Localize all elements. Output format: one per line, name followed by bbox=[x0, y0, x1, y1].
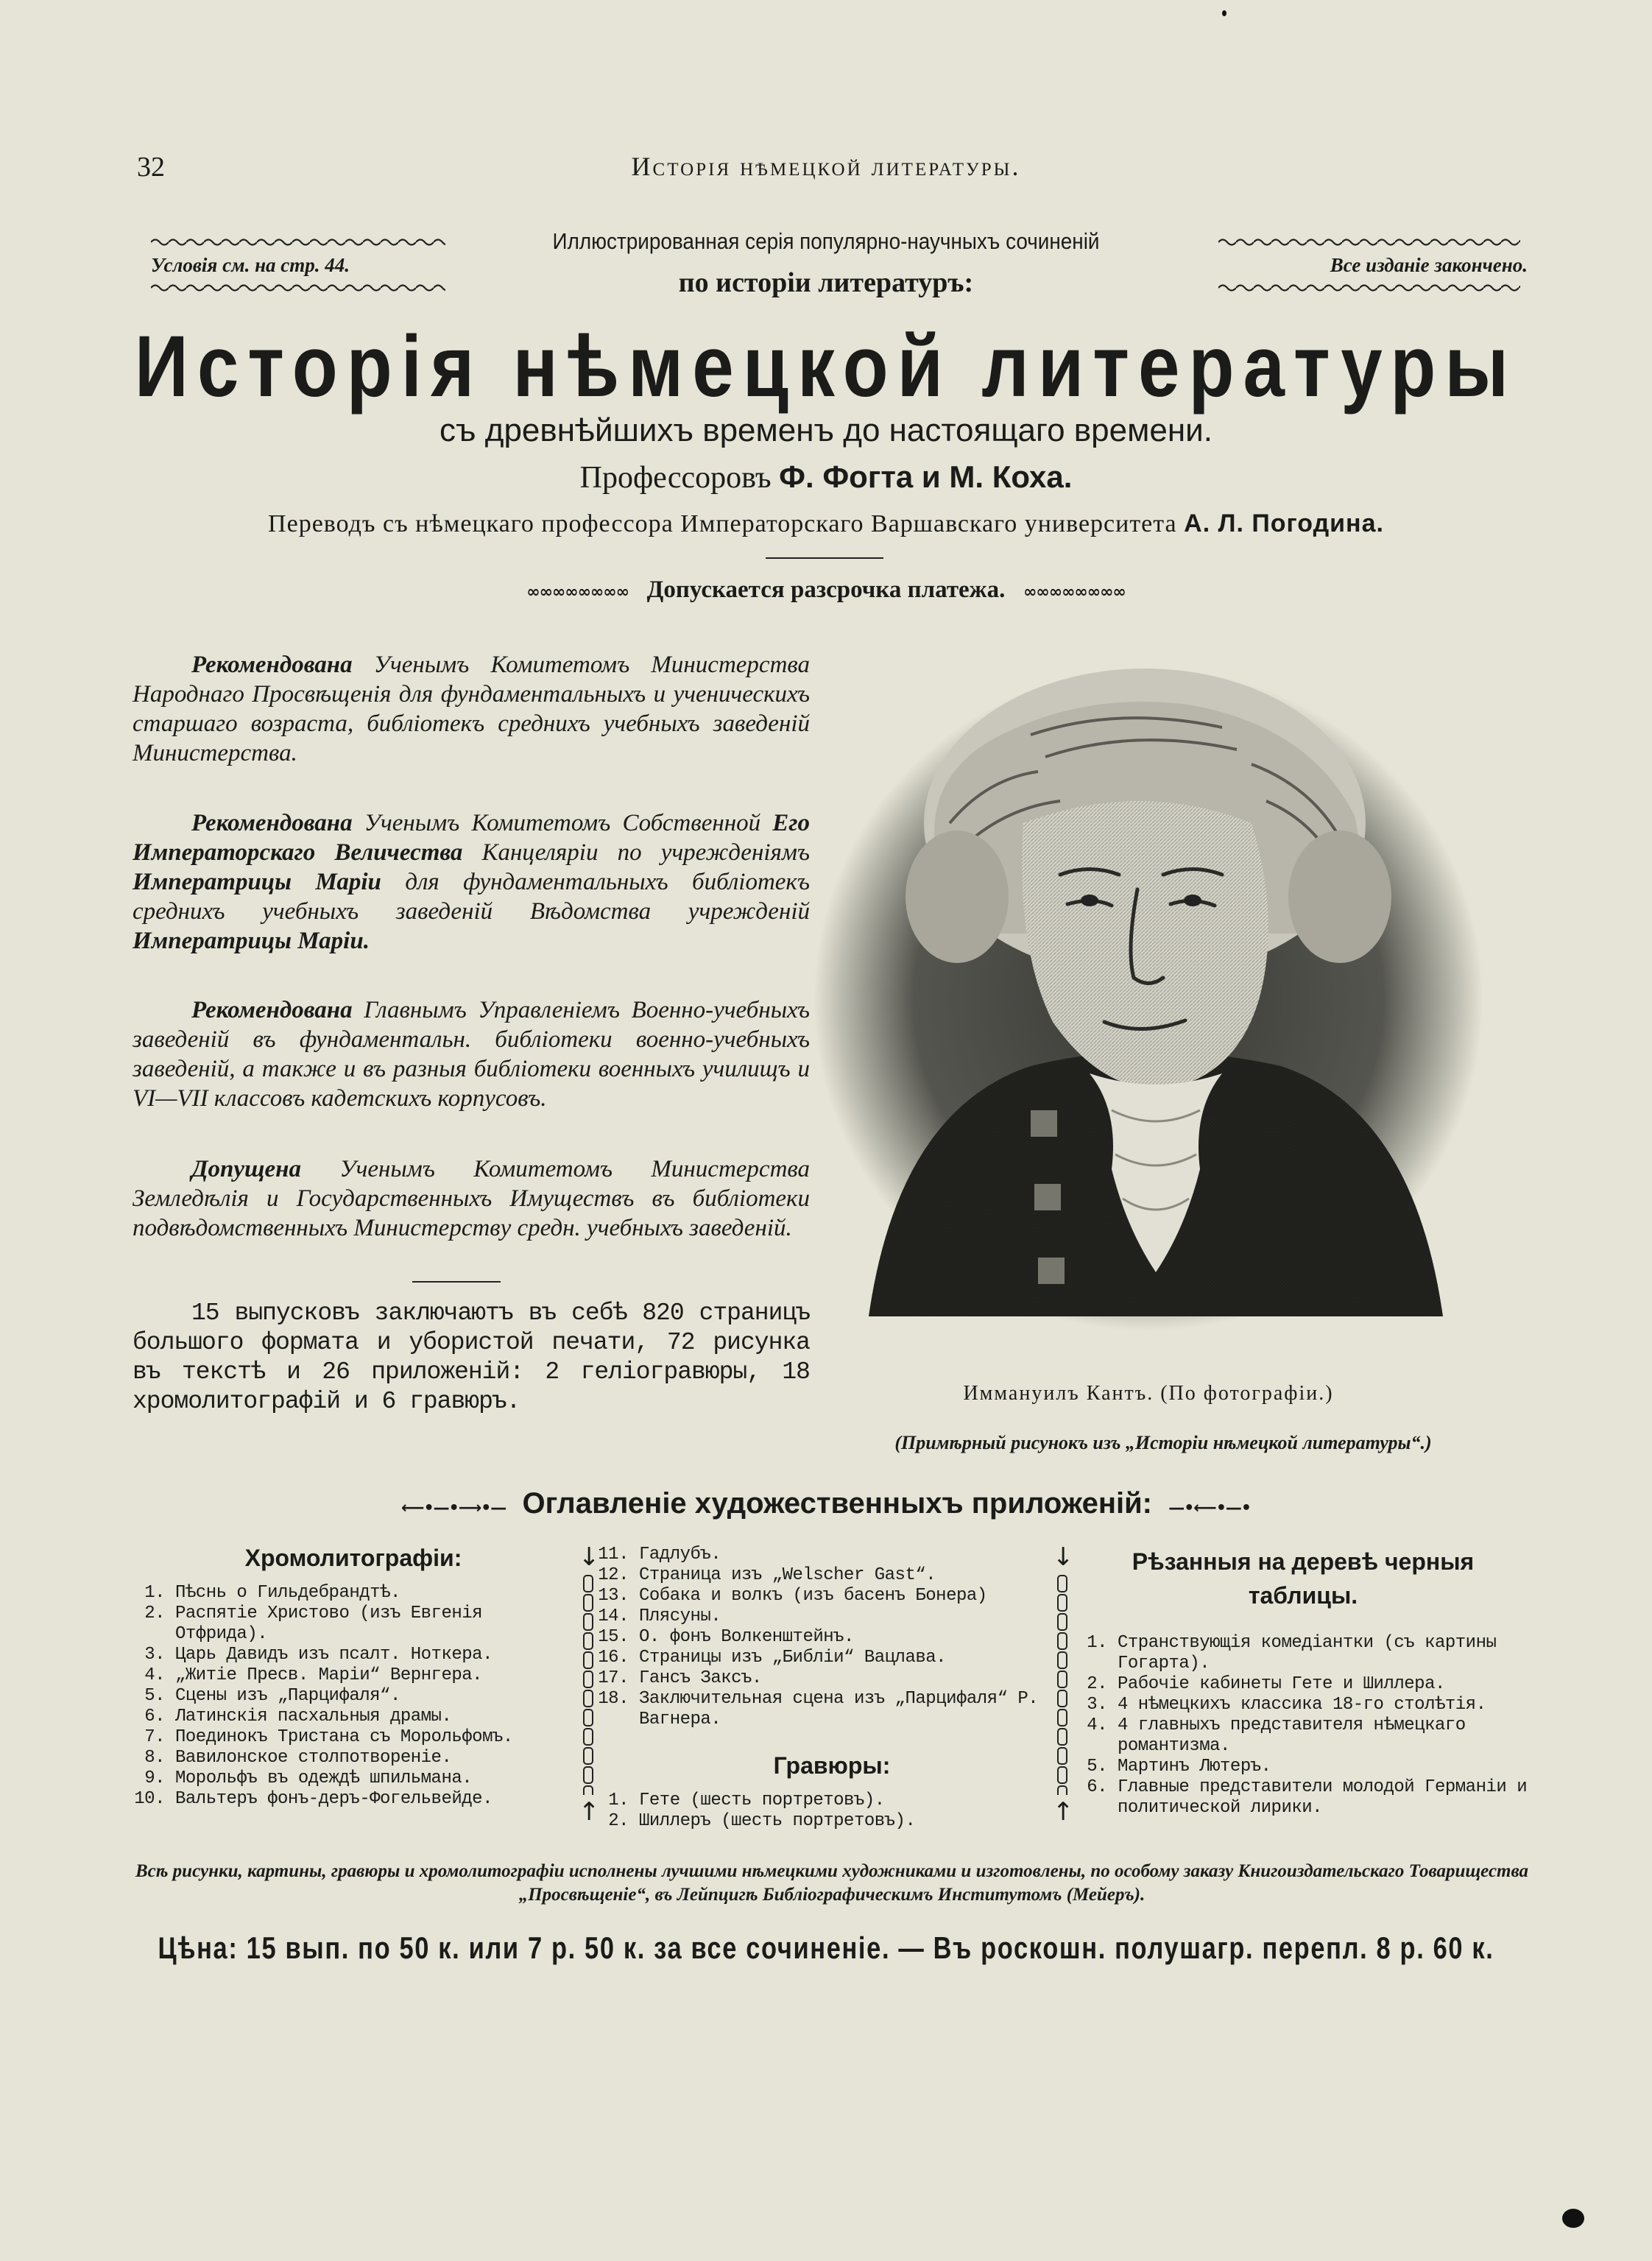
item-text: Заключительная сцена изъ „Парцифаля“ Р. Вагнера. bbox=[639, 1689, 1039, 1729]
list-item bbox=[133, 1645, 574, 1665]
list-item bbox=[1075, 1777, 1531, 1819]
list-item bbox=[133, 1665, 574, 1686]
item-text: „Житіе Пресв. Маріи“ Вернгера. bbox=[175, 1665, 483, 1685]
list-item bbox=[1075, 1715, 1531, 1757]
recommendation-lead: Рекомендована bbox=[191, 997, 353, 1023]
arrow-down-icon: ↓ bbox=[1053, 1542, 1074, 1572]
item-number: 3. bbox=[144, 1645, 165, 1665]
chromolithographs-heading: Хромолитографіи: bbox=[244, 1545, 462, 1571]
item-text: Морольфъ въ одеждѣ шпильмана. bbox=[175, 1768, 473, 1788]
list-item bbox=[133, 1707, 574, 1727]
sample-illustration-note: (Примѣрный рисунокъ изъ „Исторіи нѣмецкой литературы“.) bbox=[894, 1432, 1432, 1453]
recommendation-emphasis: Его Императорскаго Величества bbox=[133, 810, 810, 866]
item-text: 4 главныхъ представителя нѣмецкаго романтизма. bbox=[1118, 1715, 1466, 1756]
page-number: 32 bbox=[137, 152, 165, 183]
woodcuts-list bbox=[1075, 1633, 1531, 1819]
recommendation-text: для фундаментальныхъ библіотекъ среднихъ учебныхъ заведеній Вѣдомства учрежденій bbox=[133, 869, 810, 925]
authors-names: Ф. Фогта и М. Коха. bbox=[779, 459, 1073, 494]
item-text: О. фонъ Волкенштейнъ. bbox=[639, 1627, 854, 1647]
translation-prefix: Переводъ съ нѣмецкаго профессора Императорскаго Варшавскаго университета bbox=[268, 510, 1177, 537]
item-number: 12. bbox=[598, 1565, 629, 1585]
list-item bbox=[133, 1727, 574, 1748]
item-number: 15. bbox=[598, 1627, 629, 1647]
translation-line bbox=[0, 509, 1652, 538]
recommendation-text: Ученымъ Комитетомъ Министерства Народнаго Просвѣщенія для фундаментальныхъ и ученическихъ старшаго возраста, библіотекъ среднихъ учебныхъ заведеній Министерства. bbox=[133, 652, 810, 766]
list-item bbox=[596, 1668, 1053, 1689]
series-line: Иллюстрированная серія популярно-научныхъ сочиненій bbox=[552, 228, 1100, 254]
list-item bbox=[596, 1627, 1053, 1648]
item-text: Странствующія комедіантки (съ картины Гогарта). bbox=[1118, 1633, 1497, 1673]
item-text: Распятіе Христово (изъ Евгенія Отфрида). bbox=[175, 1604, 483, 1644]
recommendation-text: Ученымъ Комитетомъ Собственной bbox=[364, 810, 761, 836]
list-item bbox=[596, 1791, 1053, 1811]
item-text: Поединокъ Тристана съ Морольфомъ. bbox=[175, 1727, 513, 1747]
installment-line bbox=[0, 576, 1652, 604]
recommendation-text: Ученымъ Комитетомъ Министерства Земледѣлія и Государственныхъ Имуществъ въ библіотеки подвѣдомственныхъ Министерству средн. учебныхъ заведеній. bbox=[133, 1156, 810, 1241]
item-number: 9. bbox=[144, 1768, 165, 1788]
list-item bbox=[1075, 1757, 1531, 1777]
footer-note: Всѣ рисунки, картины, гравюры и хромолитографіи исполнены лучшими нѣмецкими художниками и изготовлены, по особому заказу Книгоиздательскаго Товарищества „Просвѣщеніе“, въ Лейпцигѣ Библіографическимъ Институтомъ (Мейеръ). bbox=[135, 1861, 1528, 1905]
item-number: 6. bbox=[144, 1707, 165, 1726]
engravings-list bbox=[596, 1791, 1053, 1832]
kant-portrait bbox=[810, 654, 1487, 1331]
ink-speck bbox=[1222, 10, 1226, 16]
list-item bbox=[596, 1689, 1053, 1730]
item-text: Вавилонское столпотвореніе. bbox=[175, 1748, 452, 1768]
list-item bbox=[596, 1586, 1053, 1606]
installment-text: Допускается разсрочка платежа. bbox=[646, 576, 1006, 603]
list-item bbox=[133, 1583, 574, 1604]
item-number: 4. bbox=[1087, 1715, 1107, 1735]
recommendation-lead: Допущена bbox=[191, 1156, 301, 1182]
recommendation-text: Канцеляріи по учрежденіямъ bbox=[481, 839, 811, 866]
item-number: 2. bbox=[1087, 1674, 1107, 1694]
list-item bbox=[133, 1748, 574, 1768]
item-text: Страницы изъ „Библіи“ Вацлава. bbox=[639, 1648, 947, 1668]
recommendation-lead: Рекомендована bbox=[191, 652, 353, 678]
item-number: 6. bbox=[1087, 1777, 1107, 1797]
list-item bbox=[133, 1604, 574, 1645]
list-item bbox=[596, 1811, 1053, 1832]
arrow-up-icon: ↑ bbox=[1053, 1797, 1074, 1827]
item-number: 11. bbox=[598, 1545, 629, 1565]
item-number: 7. bbox=[144, 1727, 165, 1747]
item-text: Шиллеръ (шесть портретовъ). bbox=[639, 1811, 916, 1831]
list-item bbox=[1075, 1633, 1531, 1674]
recommendation-text: Главнымъ Управленіемъ Военно-учебныхъ заведеній въ фундаментальн. библіотеки военно-учебныхъ заведеній, а также и въ разныя библіотеки военныхъ училищъ и VI—VII классовъ кадетскихъ корпусовъ. bbox=[133, 997, 810, 1112]
item-text: 4 нѣмецкихъ классика 18-го столѣтія. bbox=[1118, 1695, 1486, 1715]
list-item bbox=[133, 1768, 574, 1789]
recommendation-emphasis: Императрицы Маріи bbox=[133, 869, 381, 895]
list-item bbox=[596, 1606, 1053, 1627]
item-number: 14. bbox=[598, 1606, 629, 1626]
price-line: Цѣна: 15 вып. по 50 к. или 7 р. 50 к. за все сочиненіе. — Въ роскошн. полушагр. перепл. 8 р. 60 к. bbox=[158, 1930, 1494, 1965]
ornament-left: ∞∞∞∞∞∞∞∞ bbox=[526, 583, 629, 602]
item-text: Вальтеръ фонъ-деръ-Фогельвейде. bbox=[175, 1789, 493, 1809]
conditions-note: Условія см. на стр. 44. bbox=[151, 254, 350, 276]
list-item bbox=[1075, 1674, 1531, 1695]
item-text: Гадлубъ. bbox=[639, 1545, 721, 1565]
item-number: 18. bbox=[598, 1689, 629, 1709]
woodcuts-heading: Рѣзанныя на деревѣ черныя таблицы. bbox=[1132, 1548, 1475, 1609]
volumes-description: 15 выпусковъ заключаютъ въ себѣ 820 страницъ большого формата и убористой печати, 72 рисунка въ текстѣ и 26 приложеній: 2 геліогравюры, 18 хромолитографій и 6 гравюръ. bbox=[133, 1299, 810, 1415]
ornament-right: —•⟵•—• bbox=[1168, 1499, 1251, 1517]
running-title: Исторія нѣмецкой литературы. bbox=[631, 152, 1021, 181]
chain-divider bbox=[1053, 1574, 1072, 1795]
item-number: 17. bbox=[598, 1668, 629, 1688]
item-number: 2. bbox=[608, 1811, 629, 1831]
divider bbox=[412, 1281, 501, 1283]
item-number: 13. bbox=[598, 1586, 629, 1606]
chromolithographs-list-a bbox=[133, 1583, 574, 1810]
item-text: Рабочіе кабинеты Гете и Шиллера. bbox=[1118, 1674, 1445, 1694]
item-number: 1. bbox=[1087, 1633, 1107, 1653]
series-subline: по исторіи литературъ: bbox=[678, 267, 974, 298]
item-number: 2. bbox=[144, 1604, 165, 1623]
arrow-down-icon: ↓ bbox=[579, 1542, 600, 1572]
ink-speck bbox=[1562, 2209, 1584, 2228]
arrow-up-icon: ↑ bbox=[579, 1797, 600, 1827]
edition-complete-note: Все изданіе закончено. bbox=[1330, 254, 1528, 276]
recommendation-lead: Рекомендована bbox=[191, 810, 353, 836]
item-text: Плясуны. bbox=[639, 1606, 721, 1626]
item-number: 1. bbox=[144, 1583, 165, 1603]
item-number: 16. bbox=[598, 1648, 629, 1668]
list-item bbox=[596, 1545, 1053, 1565]
item-number: 3. bbox=[1087, 1695, 1107, 1715]
list-item bbox=[133, 1686, 574, 1707]
ornament-left: ⟵•—•⟶•— bbox=[401, 1499, 506, 1517]
item-text: Собака и волкъ (изъ басенъ Бонера) bbox=[639, 1586, 987, 1606]
item-text: Пѣснь о Гильдебрандтѣ. bbox=[175, 1583, 400, 1603]
item-number: 5. bbox=[144, 1686, 165, 1706]
engravings-heading: Гравюры: bbox=[773, 1752, 891, 1779]
chain-divider bbox=[579, 1574, 598, 1795]
toc-title bbox=[0, 1487, 1652, 1520]
item-number: 10. bbox=[134, 1789, 165, 1809]
ornament-right: ∞∞∞∞∞∞∞∞ bbox=[1023, 583, 1126, 602]
item-text: Латинскія пасхальныя драмы. bbox=[175, 1707, 452, 1726]
item-text: Царь Давидъ изъ псалт. Ноткера. bbox=[175, 1645, 493, 1665]
recommendation-3 bbox=[133, 995, 810, 1113]
item-number: 8. bbox=[144, 1748, 165, 1768]
recommendation-emphasis: Императрицы Маріи. bbox=[133, 928, 370, 954]
item-text: Мартинъ Лютеръ. bbox=[1118, 1757, 1271, 1777]
item-text: Гансъ Заксъ. bbox=[639, 1668, 762, 1688]
item-number: 5. bbox=[1087, 1757, 1107, 1777]
item-number: 1. bbox=[608, 1791, 629, 1810]
recommendation-2 bbox=[133, 808, 810, 956]
item-text: Сцены изъ „Парцифаля“. bbox=[175, 1686, 400, 1706]
recommendation-1 bbox=[133, 650, 810, 768]
toc-title-text: Оглавленіе художественныхъ приложеній: bbox=[522, 1487, 1152, 1520]
list-item bbox=[596, 1648, 1053, 1668]
item-text: Страница изъ „Welscher Gast“. bbox=[639, 1565, 936, 1585]
item-text: Главные представители молодой Германіи и политической лирики. bbox=[1118, 1777, 1528, 1818]
divider bbox=[766, 557, 883, 559]
list-item bbox=[133, 1789, 574, 1810]
item-number: 4. bbox=[144, 1665, 165, 1685]
authors-prefix: Профессоровъ bbox=[579, 461, 772, 495]
book-title: Исторія нѣмецкой литературы bbox=[134, 318, 1518, 415]
translator-name: А. Л. Погодина. bbox=[1184, 509, 1384, 537]
item-text: Гете (шесть портретовъ). bbox=[639, 1791, 885, 1810]
list-item bbox=[1075, 1695, 1531, 1715]
authors-line bbox=[0, 459, 1652, 495]
book-subtitle: съ древнѣйшихъ временъ до настоящаго времени. bbox=[440, 412, 1212, 448]
recommendation-4 bbox=[133, 1154, 810, 1243]
portrait-caption: Иммануилъ Кантъ. (По фотографіи.) bbox=[963, 1382, 1334, 1405]
chromolithographs-list-b bbox=[596, 1545, 1053, 1730]
list-item bbox=[596, 1565, 1053, 1586]
